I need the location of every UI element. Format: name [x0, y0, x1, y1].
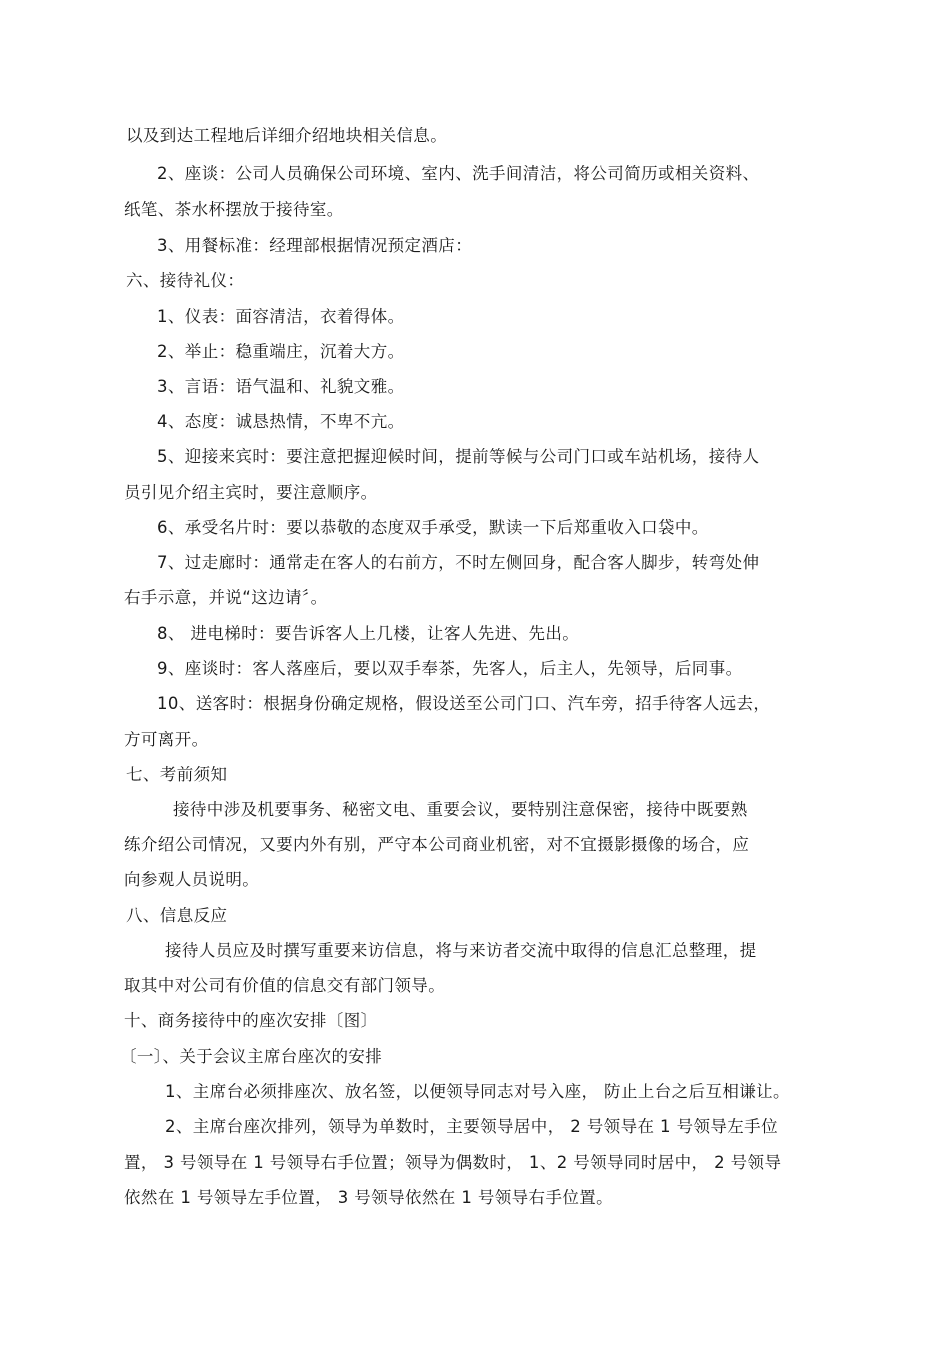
- text-line: 员引见介绍主宾时，要注意顺序。: [124, 483, 378, 502]
- text-line: 以及到达工程地后详细介绍地块相关信息。: [126, 126, 448, 145]
- text-line: 取其中对公司有价值的信息交有部门领导。: [124, 976, 446, 995]
- text-line: 方可离开。: [124, 730, 209, 749]
- text-line: 6、承受名片时：要以恭敬的态度双手承受，默读一下后郑重收入口袋中。: [157, 518, 709, 537]
- text-line: 依然在 1 号领导左手位置， 3 号领导依然在 1 号领导右手位置。: [124, 1188, 614, 1207]
- text-line: 接待中涉及机要事务、秘密文电、重要会议，要特别注意保密，接待中既要熟: [173, 800, 748, 819]
- text-line: 2、座谈：公司人员确保公司环境、室内、洗手间清洁，将公司简历或相关资料、: [157, 164, 760, 183]
- text-line: 右手示意，并说“这边请〞。: [124, 588, 328, 607]
- section-heading: 六、接待礼仪：: [126, 271, 245, 290]
- subsection-heading: 〔一〕、关于会议主席台座次的安排: [120, 1047, 383, 1066]
- text-line: 置， 3 号领导在 1 号领导右手位置；领导为偶数时， 1、2 号领导同时居中， 2 号领导: [124, 1153, 782, 1172]
- text-line: 1、主席台必须排座次、放名签，以便领导同志对号入座， 防止上台之后互相谦让。: [165, 1082, 790, 1101]
- text-line: 8、 进电梯时：要告诉客人上几楼，让客人先进、先出。: [157, 624, 580, 643]
- text-line: 5、迎接来宾时：要注意把握迎候时间，提前等候与公司门口或车站机场，接待人: [157, 447, 760, 466]
- text-line: 1、仪表：面容清洁，衣着得体。: [157, 307, 405, 326]
- text-line: 接待人员应及时撰写重要来访信息，将与来访者交流中取得的信息汇总整理，提: [165, 941, 757, 960]
- text-line: 向参观人员说明。: [124, 870, 260, 889]
- text-line: 10、送客时：根据身份确定规格，假设送至公司门口、汽车旁，招手待客人远去，: [157, 694, 771, 713]
- text-line: 3、用餐标准：经理部根据情况预定酒店：: [157, 236, 473, 255]
- text-line: 4、态度：诚恳热情，不卑不亢。: [157, 412, 405, 431]
- section-heading: 十、商务接待中的座次安排〔图〕: [124, 1011, 378, 1030]
- text-line: 7、过走廊时：通常走在客人的右前方，不时左侧回身，配合客人脚步，转弯处伸: [157, 553, 760, 572]
- text-line: 练介绍公司情况，又要内外有别，严守本公司商业机密，对不宜摄影摄像的场合，应: [124, 835, 750, 854]
- section-heading: 八、信息反应: [126, 906, 228, 925]
- text-line: 2、主席台座次排列，领导为单数时，主要领导居中， 2 号领导在 1 号领导左手位: [165, 1117, 778, 1136]
- text-line: 纸笔、茶水杯摆放于接待室。: [124, 200, 344, 219]
- text-line: 2、举止：稳重端庄，沉着大方。: [157, 342, 405, 361]
- text-line: 3、言语：语气温和、礼貌文雅。: [157, 377, 405, 396]
- section-heading: 七、考前须知: [126, 765, 228, 784]
- text-line: 9、座谈时：客人落座后，要以双手奉茶，先客人，后主人，先领导，后同事。: [157, 659, 743, 678]
